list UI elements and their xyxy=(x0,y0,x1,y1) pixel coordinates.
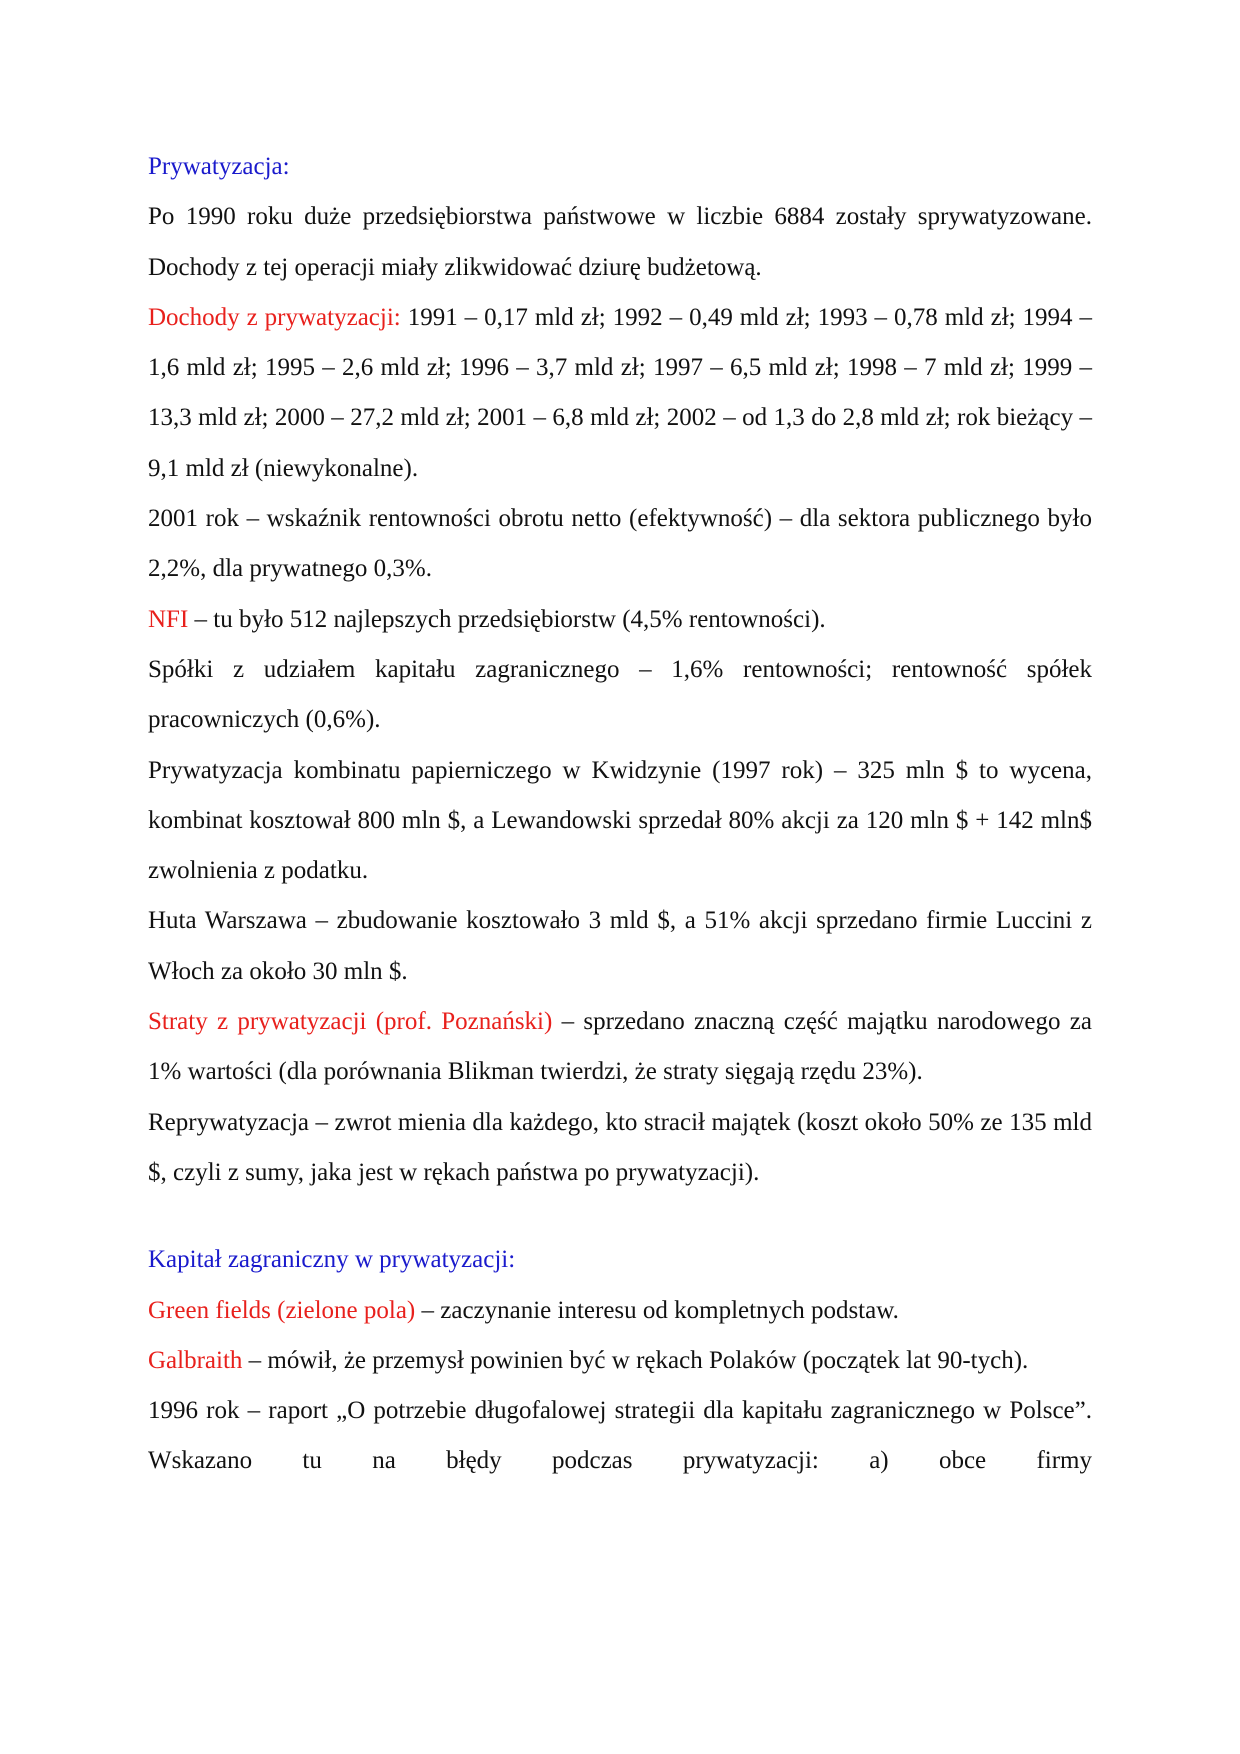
galbraith-text: – mówił, że przemysł powinien być w rękach Polaków (początek lat 90-tych). xyxy=(242,1346,1029,1374)
paragraph-green-fields xyxy=(148,1286,1092,1336)
nfi-text: – tu było 512 najlepszych przedsiębiorstw (4,5% rentowności). xyxy=(188,605,826,633)
green-fields-text: – zaczynanie interesu od kompletnych podstaw. xyxy=(415,1296,899,1324)
paragraph-reprivatization: Reprywatyzacja – zwrot mienia dla każdego, kto stracił majątek (koszt około 50% ze 135 mld $, czyli z sumy, jaka jest w rękach państwa po prywatyzacji). xyxy=(148,1108,1092,1186)
nfi-label: NFI xyxy=(148,605,189,633)
document-page xyxy=(148,142,1092,1487)
paragraph-privatization-income xyxy=(148,293,1092,494)
galbraith-label: Galbraith xyxy=(148,1346,243,1374)
paragraph-profitability-2001: 2001 rok – wskaźnik rentowności obrotu netto (efektywność) – dla sektora publicznego było 2,2%, dla prywatnego 0,3%. xyxy=(148,505,1092,583)
income-label: Dochody z prywatyzacji: xyxy=(148,303,401,331)
losses-text: – sprzedano znaczną część majątku narodowego za 1% wartości (dla porównania Blikman twierdzi, że straty sięgają rzędu 23%). xyxy=(148,1008,1092,1086)
paragraph-1996-report: 1996 rok – raport „O potrzebie długofalowej strategii dla kapitału zagranicznego w Polsce”. Wskazano tu na błędy podczas prywatyzacji: a) obce firmy xyxy=(148,1397,1092,1475)
section-heading-foreign-capital: Kapitał zagraniczny w prywatyzacji: xyxy=(148,1246,516,1274)
paragraph-privatization-losses xyxy=(148,997,1092,1098)
section-gap xyxy=(148,1198,1092,1235)
green-fields-label: Green fields (zielone pola) xyxy=(148,1296,416,1324)
section-heading-prywatyzacja: Prywatyzacja: xyxy=(148,153,290,180)
paragraph-nfi xyxy=(148,595,1092,645)
income-text: 1991 – 0,17 mld zł; 1992 – 0,49 mld zł; 1993 – 0,78 mld zł; 1994 – 1,6 mld zł; 1995 – 2,6 mld zł; 1996 – 3,7 mld zł; 1997 – 6,5 mld zł; 1998 – 7 mld zł; 1999 – 13,3 mld zł; 2000 – 27,2 mld zł; 2001 – 6,8 mld zł; 2002 – od 1,3 do 2,8 mld zł; rok bieżący – 9,1 mld zł (niewykonalne). xyxy=(148,303,1093,482)
paragraph-galbraith xyxy=(148,1336,1092,1386)
paragraph-kwidzyn: Prywatyzacja kombinatu papierniczego w Kwidzynie (1997 rok) – 325 mln $ to wycena, kombinat kosztował 800 mln $, a Lewandowski sprzedał 80% akcji za 120 mln $ + 142 mln$ zwolnienia z podatku. xyxy=(148,756,1092,885)
paragraph-privatization-intro: Po 1990 roku duże przedsiębiorstwa państwowe w liczbie 6884 zostały sprywatyzowane. Dochody z tej operacji miały zlikwidować dziurę budżetową. xyxy=(148,203,1092,281)
paragraph-huta-warszawa: Huta Warszawa – zbudowanie kosztowało 3 mld $, a 51% akcji sprzedano firmie Luccini z Włoch za około 30 mln $. xyxy=(148,907,1092,985)
paragraph-foreign-capital-companies: Spółki z udziałem kapitału zagranicznego – 1,6% rentowności; rentowność spółek pracowniczych (0,6%). xyxy=(148,655,1092,734)
losses-label: Straty z prywatyzacji (prof. Poznański) xyxy=(148,1008,553,1036)
